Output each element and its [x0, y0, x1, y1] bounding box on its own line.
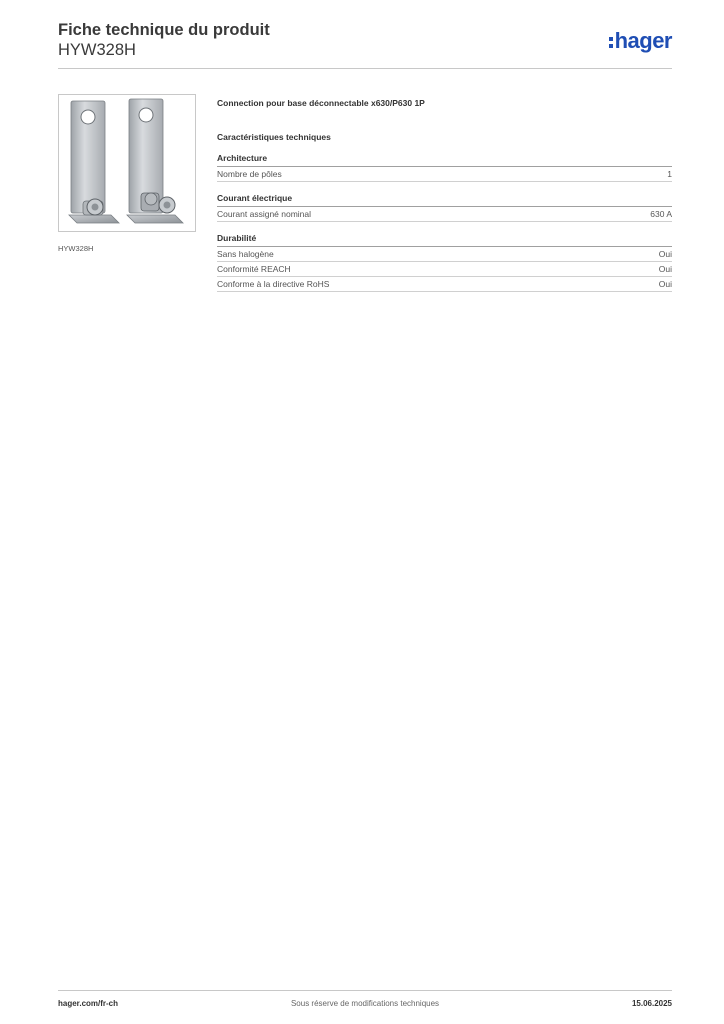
- document-title: Fiche technique du produit: [58, 21, 270, 39]
- product-reference: HYW328H: [58, 41, 136, 59]
- spec-label: Conforme à la directive RoHS: [217, 279, 330, 289]
- logo-colon-icon: [609, 33, 613, 49]
- specs-title: Caractéristiques techniques: [217, 132, 331, 142]
- header-divider: [58, 68, 672, 69]
- spec-value: Oui: [658, 249, 672, 259]
- spec-label: Nombre de pôles: [217, 169, 282, 179]
- section-title-courant: Courant électrique: [217, 192, 672, 207]
- spec-value: 1: [667, 169, 672, 179]
- spec-value: Oui: [658, 264, 672, 274]
- footer-website-link[interactable]: hager.com/fr-ch: [58, 999, 119, 1008]
- spec-label: Sans halogène: [217, 249, 274, 259]
- logo-text: hager: [614, 28, 672, 53]
- section-title-durabilite: Durabilité: [217, 232, 672, 247]
- hager-logo: [609, 28, 672, 54]
- product-description: Connection pour base déconnectable x630/P630 1P: [217, 98, 425, 108]
- product-details: [217, 96, 672, 292]
- spec-row: [217, 207, 672, 222]
- footer-divider: [58, 990, 672, 991]
- spec-row: [217, 262, 672, 277]
- document-header: [58, 20, 672, 70]
- document-footer: [58, 998, 672, 1010]
- product-image: [58, 94, 196, 232]
- spec-label: Courant assigné nominal: [217, 209, 312, 219]
- spec-row: [217, 167, 672, 182]
- spec-row: [217, 277, 672, 292]
- footer-date: 15.06.2025: [631, 999, 672, 1008]
- spec-label: Conformité REACH: [217, 264, 291, 274]
- spec-value: 630 A: [650, 209, 672, 219]
- connector-bracket-icon: [59, 95, 195, 231]
- section-title-architecture: Architecture: [217, 152, 672, 167]
- image-caption: HYW328H: [58, 244, 94, 253]
- footer-notice: Sous réserve de modifications techniques: [290, 999, 440, 1008]
- spec-row: [217, 247, 672, 262]
- spec-value: Oui: [658, 279, 672, 289]
